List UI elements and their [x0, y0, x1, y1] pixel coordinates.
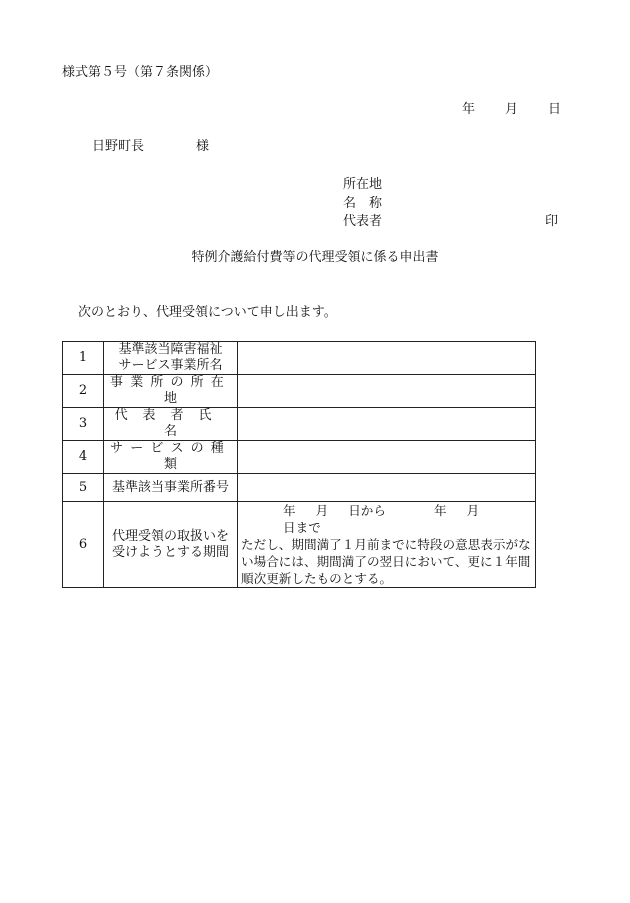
row-number: 6: [63, 502, 104, 588]
period-from-day: 日から: [348, 503, 386, 518]
value-cell-facility-name[interactable]: [238, 342, 536, 375]
row-label: [104, 441, 238, 474]
value-cell-representative[interactable]: [238, 408, 536, 441]
date-line: [462, 102, 561, 118]
table-row: [63, 408, 536, 441]
label-text: 代表者氏名: [114, 408, 227, 439]
recipient-name: 日野町長: [92, 139, 145, 154]
label-line: 代理受領の取扱いを: [111, 528, 229, 544]
value-cell-facility-address[interactable]: [238, 375, 536, 408]
table-row: [63, 342, 536, 375]
recipient: [92, 139, 209, 155]
value-cell-service-type[interactable]: [238, 441, 536, 474]
date-month: 月: [505, 102, 519, 117]
period-to-month: 月: [466, 503, 480, 518]
date-year: 年: [462, 102, 476, 117]
document-title: 特例介護給付費等の代理受領に係る申出書: [191, 250, 439, 265]
row-label: [104, 342, 238, 375]
label-text: 事業所の所在地: [110, 375, 231, 406]
table-row: [63, 474, 536, 502]
application-table: [62, 341, 536, 588]
table-row: [63, 441, 536, 474]
table-row: [63, 502, 536, 588]
row-number: 5: [63, 474, 104, 502]
applicant-block: [343, 176, 558, 232]
representative-label: 代表者: [343, 214, 383, 229]
row-number: 2: [63, 375, 104, 408]
row-number: 4: [63, 441, 104, 474]
value-cell-facility-number[interactable]: [238, 474, 536, 502]
period-to-year: 年: [433, 503, 447, 518]
label-line: 基準該当障害福祉: [118, 342, 223, 357]
name-label: 名 称: [343, 195, 383, 211]
period-from-month: 月: [315, 503, 329, 518]
value-cell-period[interactable]: [238, 502, 536, 588]
row-label: [104, 408, 238, 441]
seal-mark: 印: [544, 214, 558, 229]
label-text: サービスの種類: [110, 441, 231, 472]
period-to-day: 日まで: [283, 520, 321, 535]
period-range: [241, 502, 532, 536]
recipient-honorific: 様: [196, 139, 210, 154]
date-day: 日: [548, 102, 562, 117]
row-label: [104, 502, 238, 588]
row-label: [104, 474, 238, 502]
table-row: [63, 375, 536, 408]
row-number: 1: [63, 342, 104, 375]
row-label: [104, 375, 238, 408]
address-label: 所在地: [343, 177, 383, 192]
row-number: 3: [63, 408, 104, 441]
label-line: 受けようとする期間: [111, 544, 229, 560]
period-from-year: 年: [283, 503, 296, 518]
period-note: ただし、期間満了１月前までに特段の意思表示がない場合には、期間満了の翌日において、更に１年間順次更新したものとする。: [241, 537, 531, 586]
label-text: 基準該当事業所番号: [111, 479, 229, 495]
intro-text: 次のとおり、代理受領について申し出ます。: [78, 305, 337, 320]
label-line: サービス事業所名: [118, 358, 223, 373]
form-number: 様式第５号（第７条関係）: [62, 65, 219, 80]
